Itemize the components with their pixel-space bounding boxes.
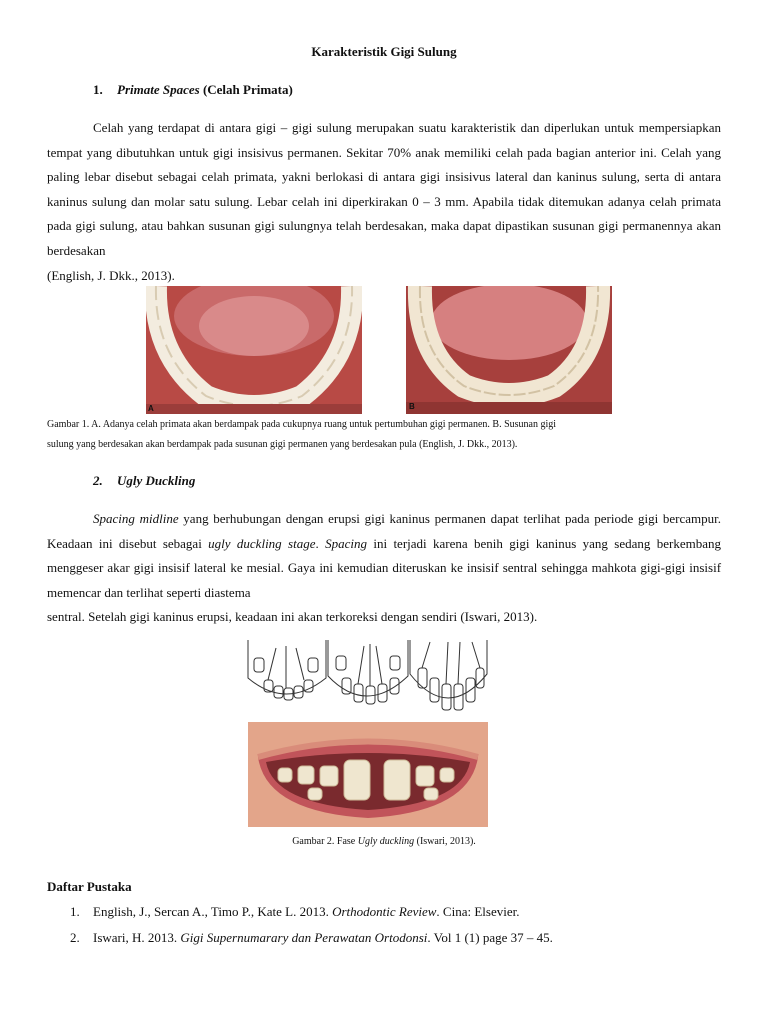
- reference-publisher: . Cina: Elsevier.: [436, 904, 520, 919]
- reference-title: Orthodontic Review: [332, 904, 437, 919]
- section-1-number: 1.: [93, 82, 103, 97]
- figure-1b-photo: [406, 286, 612, 414]
- section-1-heading: [93, 82, 293, 98]
- section-2-number: 2.: [93, 473, 103, 488]
- para1-line-1: Celah yang terdapat di antara gigi – gigi sulung merupakan suatu karakteristik dan diperlukan untuk: [93, 120, 634, 135]
- para1-line-6: susunan gigi sulungnya telah berdesakan, maka dapat dipastikan susunan gigi permanennya akan berdesakan: [47, 218, 721, 258]
- para1-line-2: mempersiapkan tempat yang dibutuhkan untuk gigi insisivus permanen. Sekitar 70% anak memiliki celah: [47, 120, 722, 160]
- para2-line-4: diteruskan ke insisif sentral sehingga mahkota gigi-gigi insisif memencar dan terlihat seperti diastema: [47, 560, 722, 600]
- para2-line2-italic-2: Spacing: [325, 535, 367, 551]
- para2-line1-italic: Spacing midline: [93, 511, 179, 526]
- reference-text: English, J., Sercan A., Timo P., Kate L. 2013.: [93, 904, 333, 919]
- para2-line-5: sentral. Setelah gigi kaninus erupsi, keadaan ini akan terkoreksi dengan sendiri (Iswari, 2013).: [47, 609, 538, 625]
- para2-line2-italic-1: ugly duckling stage: [208, 535, 316, 551]
- para2-line1-rest: yang berhubungan dengan erupsi gigi kaninus permanen dapat terlihat pada periode: [178, 511, 634, 526]
- caption1-line-2: sulung yang berdesakan akan berdampak pada susunan gigi permanen yang berdesakan pula (English, J. Dkk., 2013).: [47, 439, 518, 450]
- figure-2-caption: [0, 836, 768, 847]
- caption2-a: Gambar 2. Fase: [292, 836, 358, 847]
- reference-publisher: . Vol 1 (1) page 37 – 45.: [427, 930, 553, 945]
- section-2-heading: [93, 473, 195, 489]
- reference-text: Iswari, H. 2013.: [93, 930, 181, 945]
- section-1-paragraph: [47, 116, 721, 288]
- figure-2-diagram: [246, 638, 489, 718]
- para1-line-3: pada bagian anterior ini. Celah yang paling lebar disebut sebagai celah primata, yakni berlokasi di antara: [47, 144, 721, 185]
- figure-1-label-b: B: [409, 402, 415, 411]
- para2-line2-c: ini terjadi karena benih gigi: [367, 535, 530, 551]
- section-2-paragraph: [47, 507, 721, 630]
- para2-line-3: kaninus yang sedang berkembang menggeser akar gigi insisif lateral ke mesial. Gaya ini kemudian: [47, 535, 722, 576]
- reference-number: 2.: [70, 930, 80, 945]
- references-title: Daftar Pustaka: [47, 879, 132, 894]
- figure-1-label-a: A: [148, 404, 154, 413]
- figure-1a-photo: [146, 286, 362, 414]
- section-1-title-italic: Primate Spaces: [117, 82, 200, 97]
- figure-2-photo: [248, 722, 488, 827]
- para2-line2-b: .: [315, 535, 326, 551]
- reference-item: [70, 904, 519, 920]
- caption2-italic: Ugly duckling: [357, 836, 415, 847]
- page-title: Karakteristik Gigi Sulung: [311, 44, 457, 59]
- reference-number: 1.: [70, 904, 80, 919]
- para1-line-7: (English, J. Dkk., 2013).: [47, 267, 175, 283]
- caption2-b: (Iswari, 2013).: [414, 836, 476, 847]
- figure-1-caption: [47, 415, 721, 455]
- reference-item: [70, 930, 553, 946]
- section-1-title-rest: (Celah Primata): [199, 82, 293, 97]
- section-2-title-italic: Ugly Duckling: [117, 473, 196, 488]
- reference-title: Gigi Supernumarary dan Perawatan Ortodonsi: [180, 930, 428, 945]
- para1-line-4: gigi insisivus lateral dan kaninus sulung, serta di antara kaninus sulung dan molar satu sulung. Lebar celah: [47, 169, 722, 209]
- para1-line-5: ini diperkirakan 0 – 3 mm. Apabila tidak ditemukan adanya celah primata pada gigi sulung, atau bahkan: [47, 193, 722, 234]
- caption1-line-1: Gambar 1. A. Adanya celah primata akan berdampak pada cukupnya ruang untuk pertumbuhan gigi permanen. B. Susunan gigi: [47, 419, 557, 430]
- para2-line2-a: gigi bercampur. Keadaan ini disebut sebagai: [47, 511, 721, 551]
